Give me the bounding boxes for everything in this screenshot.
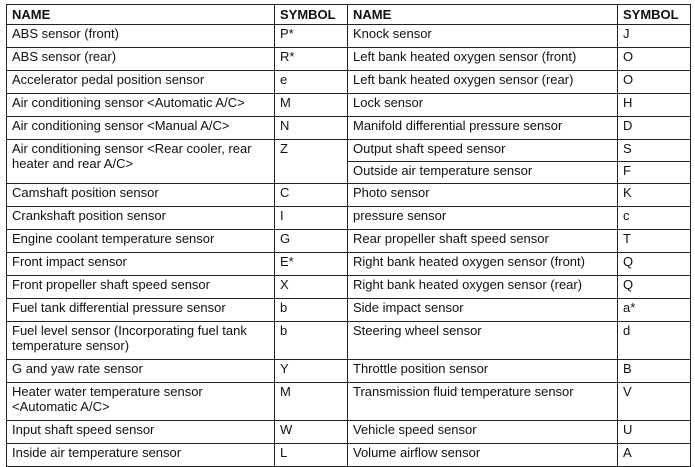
right-symbol-cell: a* <box>618 299 691 322</box>
header-name-left: NAME <box>7 5 275 25</box>
table-row <box>7 299 691 322</box>
table-row <box>7 94 691 117</box>
left-name-cell: Air conditioning sensor <Rear cooler, rear heater and rear A/C> <box>7 140 275 184</box>
left-symbol-cell: b <box>275 299 348 322</box>
right-name-cell: Lock sensor <box>348 94 618 117</box>
right-symbol-split-cell <box>618 140 691 184</box>
left-name-cell: Air conditioning sensor <Manual A/C> <box>7 117 275 140</box>
table-header <box>7 5 691 25</box>
right-symbol-cell: d <box>618 322 691 360</box>
left-symbol-cell: Z <box>275 140 348 184</box>
left-name-cell: Accelerator pedal position sensor <box>7 71 275 94</box>
header-symbol-right: SYMBOL <box>618 5 691 25</box>
right-name-cell: Transmission fluid temperature sensor <box>348 383 618 421</box>
left-name-cell: Heater water temperature sensor <Automatic A/C> <box>7 383 275 421</box>
table-row <box>7 444 691 467</box>
right-name-cell: Steering wheel sensor <box>348 322 618 360</box>
right-symbol-cell: K <box>618 184 691 207</box>
right-symbol-cell: D <box>618 117 691 140</box>
table-row <box>7 25 691 48</box>
right-symbol-cell: c <box>618 207 691 230</box>
left-name-cell: Fuel level sensor (Incorporating fuel tank temperature sensor) <box>7 322 275 360</box>
right-name-cell: Left bank heated oxygen sensor (front) <box>348 48 618 71</box>
right-symbol-cell: O <box>618 48 691 71</box>
table-row <box>7 360 691 383</box>
table-row <box>7 230 691 253</box>
right-symbol-cell: F <box>618 161 690 183</box>
header-name-right: NAME <box>348 5 618 25</box>
left-name-cell: Camshaft position sensor <box>7 184 275 207</box>
table-row <box>7 253 691 276</box>
left-symbol-cell: Y <box>275 360 348 383</box>
right-name-cell: Photo sensor <box>348 184 618 207</box>
left-symbol-cell: e <box>275 71 348 94</box>
right-name-cell: Right bank heated oxygen sensor (rear) <box>348 276 618 299</box>
table-row <box>7 276 691 299</box>
right-symbol-cell: Q <box>618 253 691 276</box>
left-name-cell: Front impact sensor <box>7 253 275 276</box>
right-symbol-cell: O <box>618 71 691 94</box>
right-name-cell: Volume airflow sensor <box>348 444 618 467</box>
right-name-cell: Left bank heated oxygen sensor (rear) <box>348 71 618 94</box>
left-name-cell: G and yaw rate sensor <box>7 360 275 383</box>
header-row <box>7 5 691 25</box>
left-symbol-cell: E* <box>275 253 348 276</box>
right-symbol-cell: S <box>623 141 632 156</box>
table-row <box>7 71 691 94</box>
left-name-cell: Front propeller shaft speed sensor <box>7 276 275 299</box>
sensor-symbol-table <box>6 4 691 467</box>
left-symbol-cell: N <box>275 117 348 140</box>
left-name-cell: ABS sensor (front) <box>7 25 275 48</box>
table-row <box>7 140 691 184</box>
right-name-cell: Outside air temperature sensor <box>348 161 617 183</box>
header-symbol-left: SYMBOL <box>275 5 348 25</box>
right-name-split-cell <box>348 140 618 184</box>
left-symbol-cell: M <box>275 94 348 117</box>
right-symbol-cell: B <box>618 360 691 383</box>
left-name-cell: Air conditioning sensor <Automatic A/C> <box>7 94 275 117</box>
left-name-cell: ABS sensor (rear) <box>7 48 275 71</box>
right-symbol-cell: V <box>618 383 691 421</box>
table-row <box>7 421 691 444</box>
right-symbol-cell: H <box>618 94 691 117</box>
right-name-cell: Side impact sensor <box>348 299 618 322</box>
left-symbol-cell: G <box>275 230 348 253</box>
left-symbol-cell: M <box>275 383 348 421</box>
left-name-cell: Crankshaft position sensor <box>7 207 275 230</box>
right-name-cell: Throttle position sensor <box>348 360 618 383</box>
left-symbol-cell: X <box>275 276 348 299</box>
right-name-cell: Output shaft speed sensor <box>353 141 506 156</box>
left-symbol-cell: I <box>275 207 348 230</box>
left-symbol-cell: W <box>275 421 348 444</box>
right-symbol-cell: U <box>618 421 691 444</box>
left-symbol-cell: L <box>275 444 348 467</box>
left-symbol-cell: P* <box>275 25 348 48</box>
left-name-cell: Engine coolant temperature sensor <box>7 230 275 253</box>
table-row <box>7 117 691 140</box>
table-body <box>7 25 691 467</box>
right-symbol-cell: Q <box>618 276 691 299</box>
table-row <box>7 322 691 360</box>
table-row <box>7 184 691 207</box>
right-name-cell: Manifold differential pressure sensor <box>348 117 618 140</box>
right-symbol-cell: A <box>618 444 691 467</box>
right-symbol-cell: J <box>618 25 691 48</box>
table-row <box>7 48 691 71</box>
right-name-cell: Right bank heated oxygen sensor (front) <box>348 253 618 276</box>
left-name-cell: Input shaft speed sensor <box>7 421 275 444</box>
right-name-cell: pressure sensor <box>348 207 618 230</box>
left-symbol-cell: b <box>275 322 348 360</box>
right-name-cell: Knock sensor <box>348 25 618 48</box>
table-row <box>7 383 691 421</box>
table-row <box>7 207 691 230</box>
left-name-cell: Inside air temperature sensor <box>7 444 275 467</box>
right-symbol-cell: T <box>618 230 691 253</box>
left-symbol-cell: R* <box>275 48 348 71</box>
right-name-cell: Rear propeller shaft speed sensor <box>348 230 618 253</box>
left-symbol-cell: C <box>275 184 348 207</box>
left-name-cell: Fuel tank differential pressure sensor <box>7 299 275 322</box>
right-name-cell: Vehicle speed sensor <box>348 421 618 444</box>
